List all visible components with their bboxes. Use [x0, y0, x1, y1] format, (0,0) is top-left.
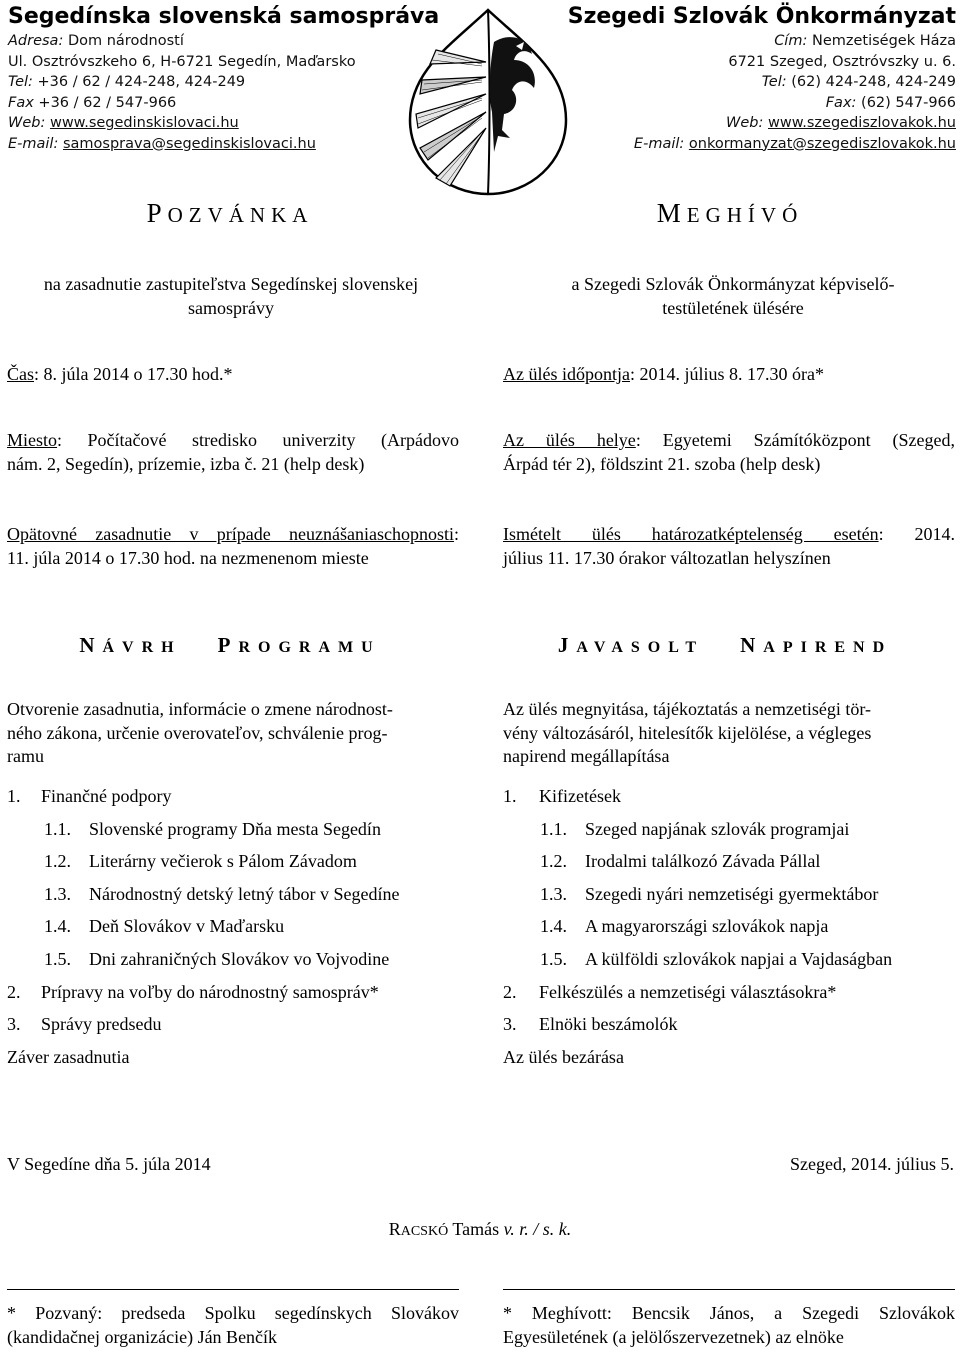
repeat-sk: Opätovné zasadnutie v prípade neuznášaniaschopnosti: 11. júla 2014 o 17.30 hod. na nezmenenom mieste [7, 524, 459, 568]
list-item: 3. Správy predsedu [7, 1014, 162, 1035]
footnote-divider-hu [503, 1289, 955, 1290]
list-item: 1. Finančné podpory [7, 786, 172, 806]
list-item: 1.4. A magyarországi szlovákok napja [540, 916, 829, 937]
email-link-hu[interactable]: onkormanyzat@szegediszlovakok.hu [688, 135, 956, 152]
header-hu [568, 4, 956, 154]
coat-of-arms-logo [398, 2, 578, 202]
date-hu: Szeged, 2014. július 5. [790, 1154, 954, 1174]
program-list-sk [7, 780, 399, 1073]
list-item: 1.3. Národnostný detský letný tábor v Segedíne [44, 883, 400, 904]
time-hu: Az ülés időpontja: 2014. július 8. 17.30 óra* [503, 364, 824, 384]
footnote-divider-sk [7, 1289, 459, 1290]
street-hu: 6721 Szeged, Osztróvszky u. 6. [728, 53, 956, 70]
org-title-sk: Segedínska slovenská samospráva [8, 4, 440, 29]
email-sk: E-mail: samosprava@segedinskislovaci.hu [8, 135, 316, 152]
closing-hu: Az ülés bezárása [503, 1046, 624, 1067]
list-item: 2. Felkészülés a nemzetiségi választásokra* [503, 981, 837, 1002]
web-link-sk[interactable]: www.segedinskislovaci.hu [49, 115, 239, 131]
list-item: 1.1. Slovenské programy Dňa mesta Segedín [44, 818, 381, 839]
invitation-subtitle-hu: a Szegedi Szlovák Önkormányzat képviselő- testületének ülésére [571, 274, 895, 318]
signature: RACSKÓ Tamás v. r. / s. k. [388, 1219, 572, 1239]
email-hu: E-mail: onkormanyzat@szegediszlovakok.hu [633, 135, 956, 152]
street-sk: Ul. Osztróvszkeho 6, H-6721 Segedín, Maďarsko [8, 53, 356, 70]
web-link-hu[interactable]: www.szegediszlovakok.hu [768, 115, 956, 131]
place-sk: Miesto: Počítačové stredisko univerzity (Arpádovo nám. 2, Segedín), prízemie, izba č. 21 (help desk) [7, 430, 459, 474]
list-item: 2. Prípravy na voľby do národnostný samospráv* [7, 981, 379, 1002]
list-item: 1.1. Szeged napjának szlovák programjai [540, 818, 850, 839]
program-heading-hu: JAVASOLT NAPIREND [557, 633, 893, 657]
program-intro-hu: Az ülés megnyitása, tájékoztatás a nemzetiségi tör- vény változásáról, hitelesítők kijelölése, a végleges napirend megállapítása [503, 699, 872, 766]
program-heading-sk: NÁVRH PROGRAMU [79, 633, 381, 657]
repeat-hu: Ismételt ülés határozatképtelenség esetén: 2014. július 11. 17.30 órakor változatlan helyszínen [503, 524, 955, 568]
list-item: 1.3. Szegedi nyári nemzetiségi gyermektábor [540, 883, 879, 904]
program-list-hu [503, 780, 892, 1073]
date-sk: V Segedíne dňa 5. júla 2014 [7, 1154, 211, 1174]
fax-hu: Fax: (62) 547-966 [825, 94, 956, 111]
footnote-hu: * Meghívott: Bencsik János, a Szegedi Szlovákok Egyesületének (a jelölőszervezetnek) az elnöke [503, 1303, 955, 1347]
list-item: 1.5. A külföldi szlovákok napjai a Vajdaságban [540, 948, 893, 969]
org-title-hu: Szegedi Szlovák Önkormányzat [567, 4, 956, 29]
tel-hu: Tel: (62) 424-248, 424-249 [761, 74, 956, 90]
list-item: 1.2. Literárny večierok s Pálom Závadom [44, 851, 357, 872]
list-item: 1. Kifizetések [503, 786, 621, 806]
closing-sk: Záver zasadnutia [7, 1046, 130, 1067]
invitation-title-sk: POZVÁNKA [146, 198, 314, 228]
list-item: 1.4. Deň Slovákov v Maďarsku [44, 916, 285, 937]
address-sk: Adresa: Dom národností [8, 33, 184, 49]
invitation-subtitle-sk: na zasadnutie zastupiteľstva Segedínskej slovenskej samosprávy [43, 274, 419, 318]
footnote-sk: * Pozvaný: predseda Spolku segedínskych Slovákov (kandidačnej organizácie) Ján Benčík [7, 1303, 459, 1347]
time-sk: Čas: 8. júla 2014 o 17.30 hod.* [7, 364, 233, 384]
email-link-sk[interactable]: samosprava@segedinskislovaci.hu [62, 135, 316, 152]
address-hu: Cím: Nemzetiségek Háza [774, 33, 956, 49]
web-hu: Web: www.szegediszlovakok.hu [726, 115, 956, 131]
invitation-title-hu: MEGHÍVÓ [656, 198, 804, 228]
fax-sk: Fax +36 / 62 / 547-966 [8, 94, 177, 111]
list-item: 1.5. Dni zahraničných Slovákov vo Vojvodine [44, 948, 390, 969]
web-sk: Web: www.segedinskislovaci.hu [8, 115, 239, 131]
list-item: 3. Elnöki beszámolók [503, 1014, 678, 1035]
header-sk [8, 4, 439, 154]
place-hu: Az ülés helye: Egyetemi Számítóközpont (Szeged, Árpád tér 2), földszint 21. szoba (help desk) [503, 430, 956, 474]
program-intro-sk: Otvorenie zasadnutia, informácie o zmene národnost- ného zákona, určenie overovateľov, schválenie prog- ramu [7, 699, 393, 766]
tel-sk: Tel: +36 / 62 / 424-248, 424-249 [8, 74, 246, 90]
list-item: 1.2. Irodalmi találkozó Závada Pállal [540, 851, 821, 872]
